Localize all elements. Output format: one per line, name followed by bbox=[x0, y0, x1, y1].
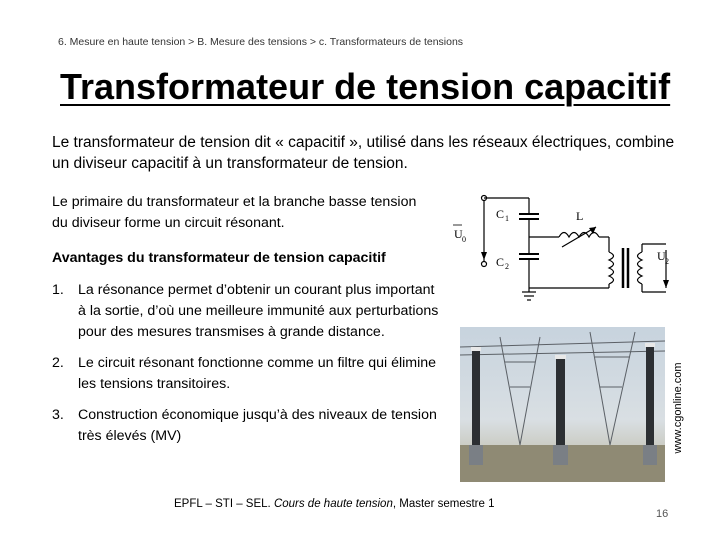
footer-institution: EPFL – STI – SEL. bbox=[174, 498, 271, 510]
footer-course: Cours de haute tension bbox=[273, 498, 393, 510]
footer bbox=[174, 498, 494, 510]
advantage-text: Le circuit résonant fonctionne comme un filtre qui élimine les tensions transitoires. bbox=[78, 355, 437, 392]
footer-tail: , Master semestre 1 bbox=[392, 498, 495, 510]
u0-label: U bbox=[454, 227, 463, 241]
advantage-text: Construction économique jusqu’à des niveaux de tension très élevés (MV) bbox=[78, 407, 437, 444]
resonant-paragraph: Le primaire du transformateur et la branche basse tension du diviseur forme un circuit résonant. bbox=[52, 194, 417, 231]
substation-photo bbox=[460, 327, 665, 482]
advantage-number: 2. bbox=[52, 355, 64, 371]
c1-label: C bbox=[496, 207, 505, 221]
advantage-item bbox=[52, 280, 442, 343]
page-number: 16 bbox=[656, 508, 669, 520]
u0-sub: 0 bbox=[462, 235, 466, 244]
advantage-text: La résonance permet d’obtenir un courant plus important à la sortie, d’où une meilleure immunité aux perturbations pour des mesures transmises à grande distance. bbox=[78, 282, 439, 340]
c2-sub: 2 bbox=[505, 262, 509, 271]
advantages-heading: Avantages du transformateur de tension capacitif bbox=[52, 250, 386, 266]
advantage-number: 1. bbox=[52, 282, 64, 298]
advantage-item bbox=[52, 405, 442, 447]
advantage-number: 3. bbox=[52, 407, 64, 423]
cvt-circuit-diagram bbox=[444, 192, 684, 312]
u2-label: U bbox=[657, 249, 666, 263]
slide-title: Transformateur de tension capacitif bbox=[60, 66, 671, 107]
c1-sub: 1 bbox=[505, 214, 509, 223]
c2-label: C bbox=[496, 255, 505, 269]
advantages-list bbox=[52, 280, 442, 457]
inductor-label: L bbox=[576, 209, 584, 223]
u2-sub: 2 bbox=[665, 257, 669, 266]
intro-paragraph: Le transformateur de tension dit « capacitif », utilisé dans les réseaux électriques, combine un diviseur capacitif à un transformateur de tension. bbox=[52, 134, 675, 172]
photo-credit: www.cgonline.com bbox=[672, 361, 684, 454]
advantage-item bbox=[52, 353, 442, 395]
breadcrumb: 6. Mesure en haute tension > B. Mesure des tensions > c. Transformateurs de tensions bbox=[58, 36, 464, 48]
